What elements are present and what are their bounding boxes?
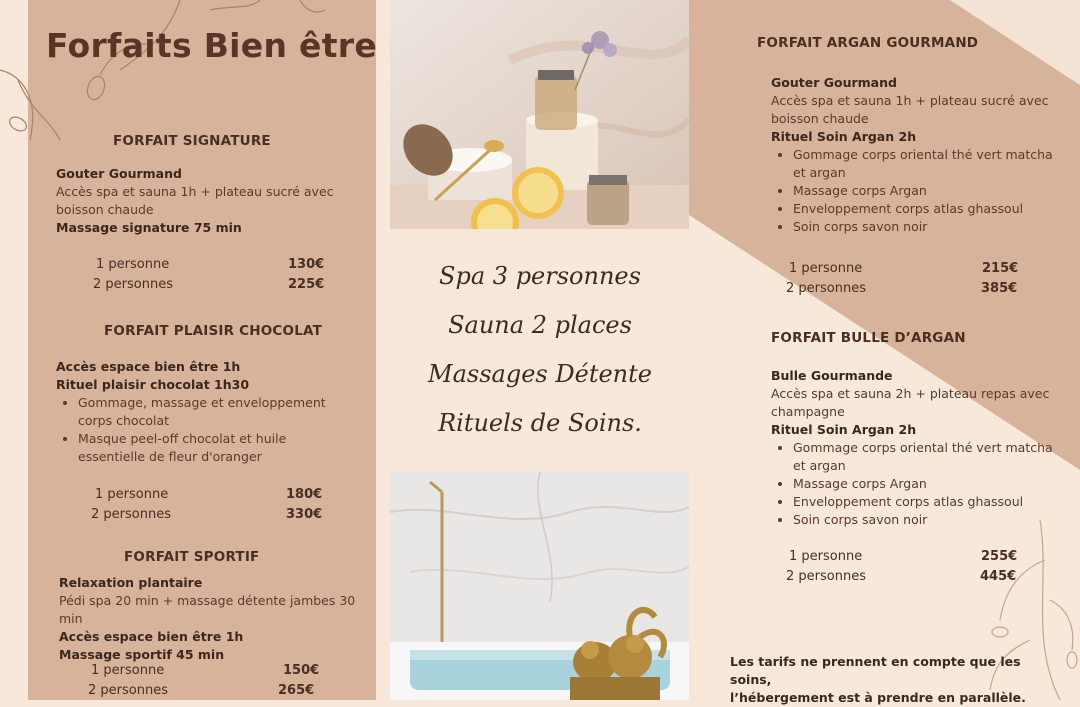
sportif-heading: FORFAIT SPORTIF (124, 549, 260, 565)
page-title: Forfaits Bien être (46, 26, 378, 65)
price-label: 2 personnes (786, 281, 866, 296)
price-value: 130€ (288, 257, 325, 272)
service-line: Rituels de Soins. (438, 409, 642, 437)
price-label: 2 personnes (88, 683, 168, 698)
sportif-line3: Accès espace bien être 1h (59, 629, 244, 644)
argan-gourmand-heading: FORFAIT ARGAN GOURMAND (757, 35, 979, 51)
footnote-line: l’hébergement est à prendre en parallèle. (730, 690, 1026, 705)
footnote-line: Les tarifs ne prennent en compte que les soins, (730, 654, 1021, 687)
price-value: 330€ (286, 507, 323, 522)
list-item: • Soin corps savon noir (793, 218, 1061, 236)
list-item: • Gommage, massage et enveloppement corps chocolat (78, 394, 356, 430)
signature-line4: Massage signature 75 min (56, 220, 242, 235)
bulle-argan-heading: FORFAIT BULLE D’ARGAN (771, 330, 966, 346)
list-item: • Soin corps savon noir (793, 511, 1061, 529)
sportif-price-row-1 (91, 663, 320, 678)
list-item: • Gommage corps oriental thé vert matcha et argan (793, 439, 1061, 475)
price-label: 1 personne (789, 261, 863, 276)
signature-line2: Accès spa et sauna 1h + plateau sucré avec (56, 184, 334, 199)
bulle-argan-price-row-1 (789, 549, 1018, 564)
argan-gourmand-details (771, 74, 1061, 236)
chocolat-details (56, 358, 356, 466)
price-value: 180€ (286, 487, 323, 502)
service-line: Spa 3 personnes (439, 262, 641, 290)
signature-price-row-2 (93, 277, 325, 292)
bulle-argan-line4: Rituel Soin Argan 2h (771, 422, 917, 437)
price-label: 2 personnes (786, 569, 866, 584)
price-value: 385€ (981, 281, 1018, 296)
list-item: • Masque peel-off chocolat et huile essentielle de fleur d'oranger (78, 430, 356, 466)
list-item: • Massage corps Argan (793, 182, 1061, 200)
price-value: 150€ (283, 663, 320, 678)
sportif-line1: Relaxation plantaire (59, 575, 203, 590)
service-line: Sauna 2 places (448, 311, 632, 339)
bulle-argan-details (771, 367, 1061, 529)
chocolat-heading: FORFAIT PLAISIR CHOCOLAT (104, 323, 323, 339)
price-label: 1 personne (789, 549, 863, 564)
argan-gourmand-line3: boisson chaude (771, 111, 869, 126)
service-line: Massages Détente (428, 360, 652, 388)
bulle-argan-items (771, 439, 1061, 529)
signature-details (56, 165, 356, 237)
sportif-line4: Massage sportif 45 min (59, 647, 225, 662)
pricing-footnote (730, 653, 1050, 707)
bulle-argan-line3: champagne (771, 404, 845, 419)
signature-line1: Gouter Gourmand (56, 166, 182, 181)
sportif-line2: Pédi spa 20 min + massage détente jambes 30 min (59, 593, 356, 626)
price-label: 1 personne (95, 487, 169, 502)
signature-heading: FORFAIT SIGNATURE (113, 133, 271, 149)
bulle-argan-price-row-2 (786, 569, 1017, 584)
price-label: 1 personne (96, 257, 170, 272)
argan-gourmand-price-row-1 (789, 261, 1019, 276)
sportif-price-row-2 (88, 683, 315, 698)
price-value: 255€ (981, 549, 1018, 564)
sportif-details (59, 574, 364, 664)
jacuzzi-photo (390, 472, 689, 700)
price-value: 225€ (288, 277, 325, 292)
price-value: 265€ (278, 683, 315, 698)
chocolat-price-row-2 (91, 507, 323, 522)
signature-line3: boisson chaude (56, 202, 154, 217)
bulle-argan-line1: Bulle Gourmande (771, 368, 893, 383)
bulle-argan-line2: Accès spa et sauna 2h + plateau repas avec (771, 386, 1050, 401)
argan-gourmand-line1: Gouter Gourmand (771, 75, 897, 90)
argan-gourmand-line4: Rituel Soin Argan 2h (771, 129, 917, 144)
argan-gourmand-line2: Accès spa et sauna 1h + plateau sucré avec (771, 93, 1049, 108)
price-label: 2 personnes (91, 507, 171, 522)
list-item: • Massage corps Argan (793, 475, 1061, 493)
list-item: • Enveloppement corps atlas ghassoul (793, 493, 1061, 511)
chocolat-items (56, 394, 356, 466)
argan-gourmand-price-row-2 (786, 281, 1018, 296)
price-label: 2 personnes (93, 277, 173, 292)
list-item: • Enveloppement corps atlas ghassoul (793, 200, 1061, 218)
price-label: 1 personne (91, 663, 165, 678)
spa-products-photo (390, 0, 689, 229)
chocolat-price-row-1 (95, 487, 323, 502)
signature-price-row-1 (96, 257, 325, 272)
list-item: • Gommage corps oriental thé vert matcha et argan (793, 146, 1061, 182)
price-value: 445€ (980, 569, 1017, 584)
price-value: 215€ (982, 261, 1019, 276)
argan-gourmand-items (771, 146, 1061, 236)
branch-decoration (0, 0, 340, 150)
chocolat-line2: Rituel plaisir chocolat 1h30 (56, 377, 250, 392)
services-list (390, 252, 690, 448)
chocolat-line1: Accès espace bien être 1h (56, 359, 241, 374)
